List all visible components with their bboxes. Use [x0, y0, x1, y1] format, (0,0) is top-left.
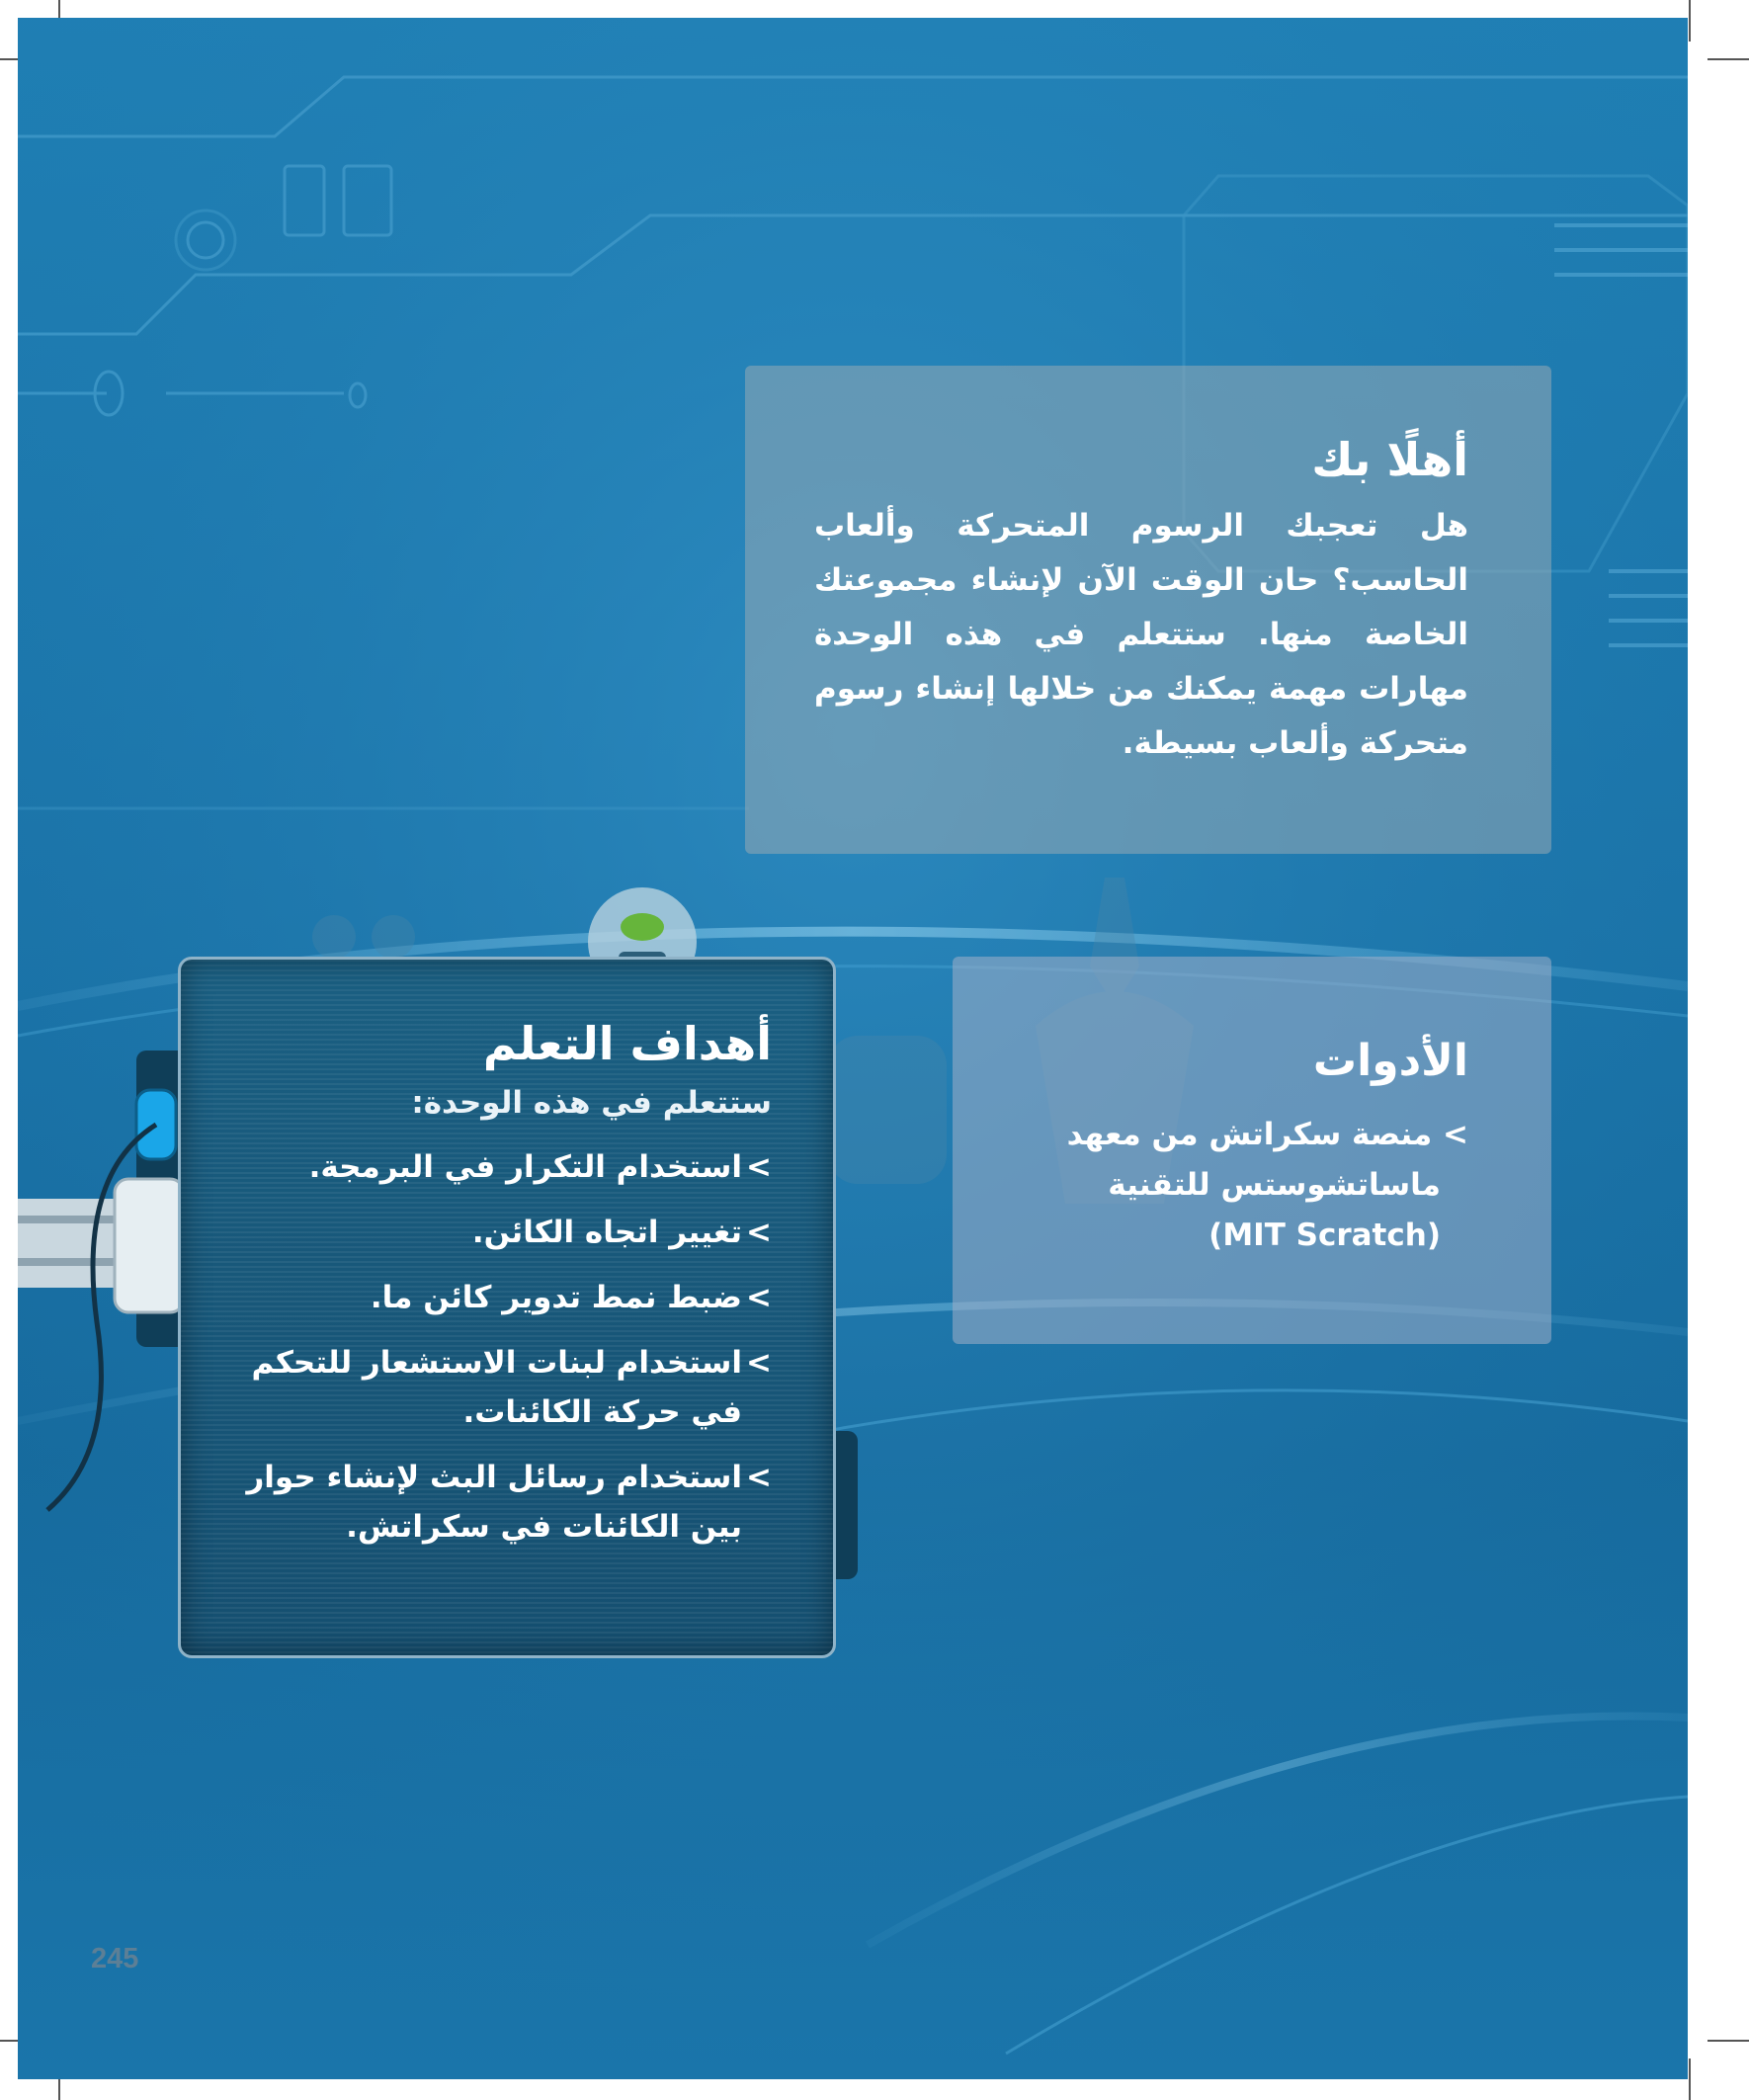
list-item: [230, 1142, 772, 1192]
crop-mark-bottom-right-h: [1707, 2040, 1749, 2042]
goal-text: استخدام رسائل البث لإنشاء حوار بين الكائنات في سكراتش.: [246, 1460, 742, 1546]
list-item: [230, 1273, 772, 1322]
tools-bullet: >: [1443, 1116, 1468, 1152]
tools-item-line2: ماساتشوستس للتقنية: [1108, 1166, 1441, 1203]
goal-bullet: >: [746, 1215, 772, 1251]
goal-bullet: >: [746, 1460, 772, 1496]
goals-title: أهداف التعلم: [482, 1017, 772, 1070]
welcome-title: أهلًا بك: [1311, 433, 1468, 486]
tools-panel: [953, 957, 1551, 1344]
tools-item-line1: منصة سكراتش من معهد: [1066, 1116, 1433, 1152]
crop-mark-top-right-h: [1707, 58, 1749, 60]
tools-item-line3: (MIT Scratch): [1208, 1217, 1441, 1253]
crop-mark-bottom-right-v: [1689, 2058, 1691, 2100]
goal-text: استخدام لبنات الاستشعار للتحكم في حركة الكائنات.: [251, 1345, 742, 1431]
list-item: [230, 1208, 772, 1257]
welcome-panel: [745, 366, 1551, 854]
learning-goals-panel: [178, 957, 836, 1658]
crop-mark-top-right-v: [1689, 0, 1691, 42]
goal-text: استخدام التكرار في البرمجة.: [308, 1149, 742, 1186]
goal-text: ضبط نمط تدوير كائن ما.: [370, 1280, 742, 1316]
goal-bullet: >: [746, 1280, 772, 1316]
goal-bullet: >: [746, 1149, 772, 1186]
tools-title: الأدوات: [1312, 1036, 1468, 1086]
list-item: [230, 1338, 772, 1437]
page-number: 245: [91, 1943, 139, 1974]
welcome-body: هل تعجبك الرسوم المتحركة وألعاب الحاسب؟ حان الوقت الآن لإنشاء مجموعتك الخاصة منها. ستتعلم في هذه الوحدة مهارات مهمة يمكنك من خلالها إنشاء رسوم متحركة وألعاب بسيطة.: [814, 508, 1468, 762]
tools-item: [992, 1110, 1468, 1261]
goal-bullet: >: [746, 1345, 772, 1382]
goals-list: [230, 1142, 772, 1552]
goal-text: تغيير اتجاه الكائن.: [471, 1215, 742, 1251]
list-item: [230, 1453, 772, 1552]
goals-intro: ستتعلم في هذه الوحدة:: [411, 1085, 772, 1122]
